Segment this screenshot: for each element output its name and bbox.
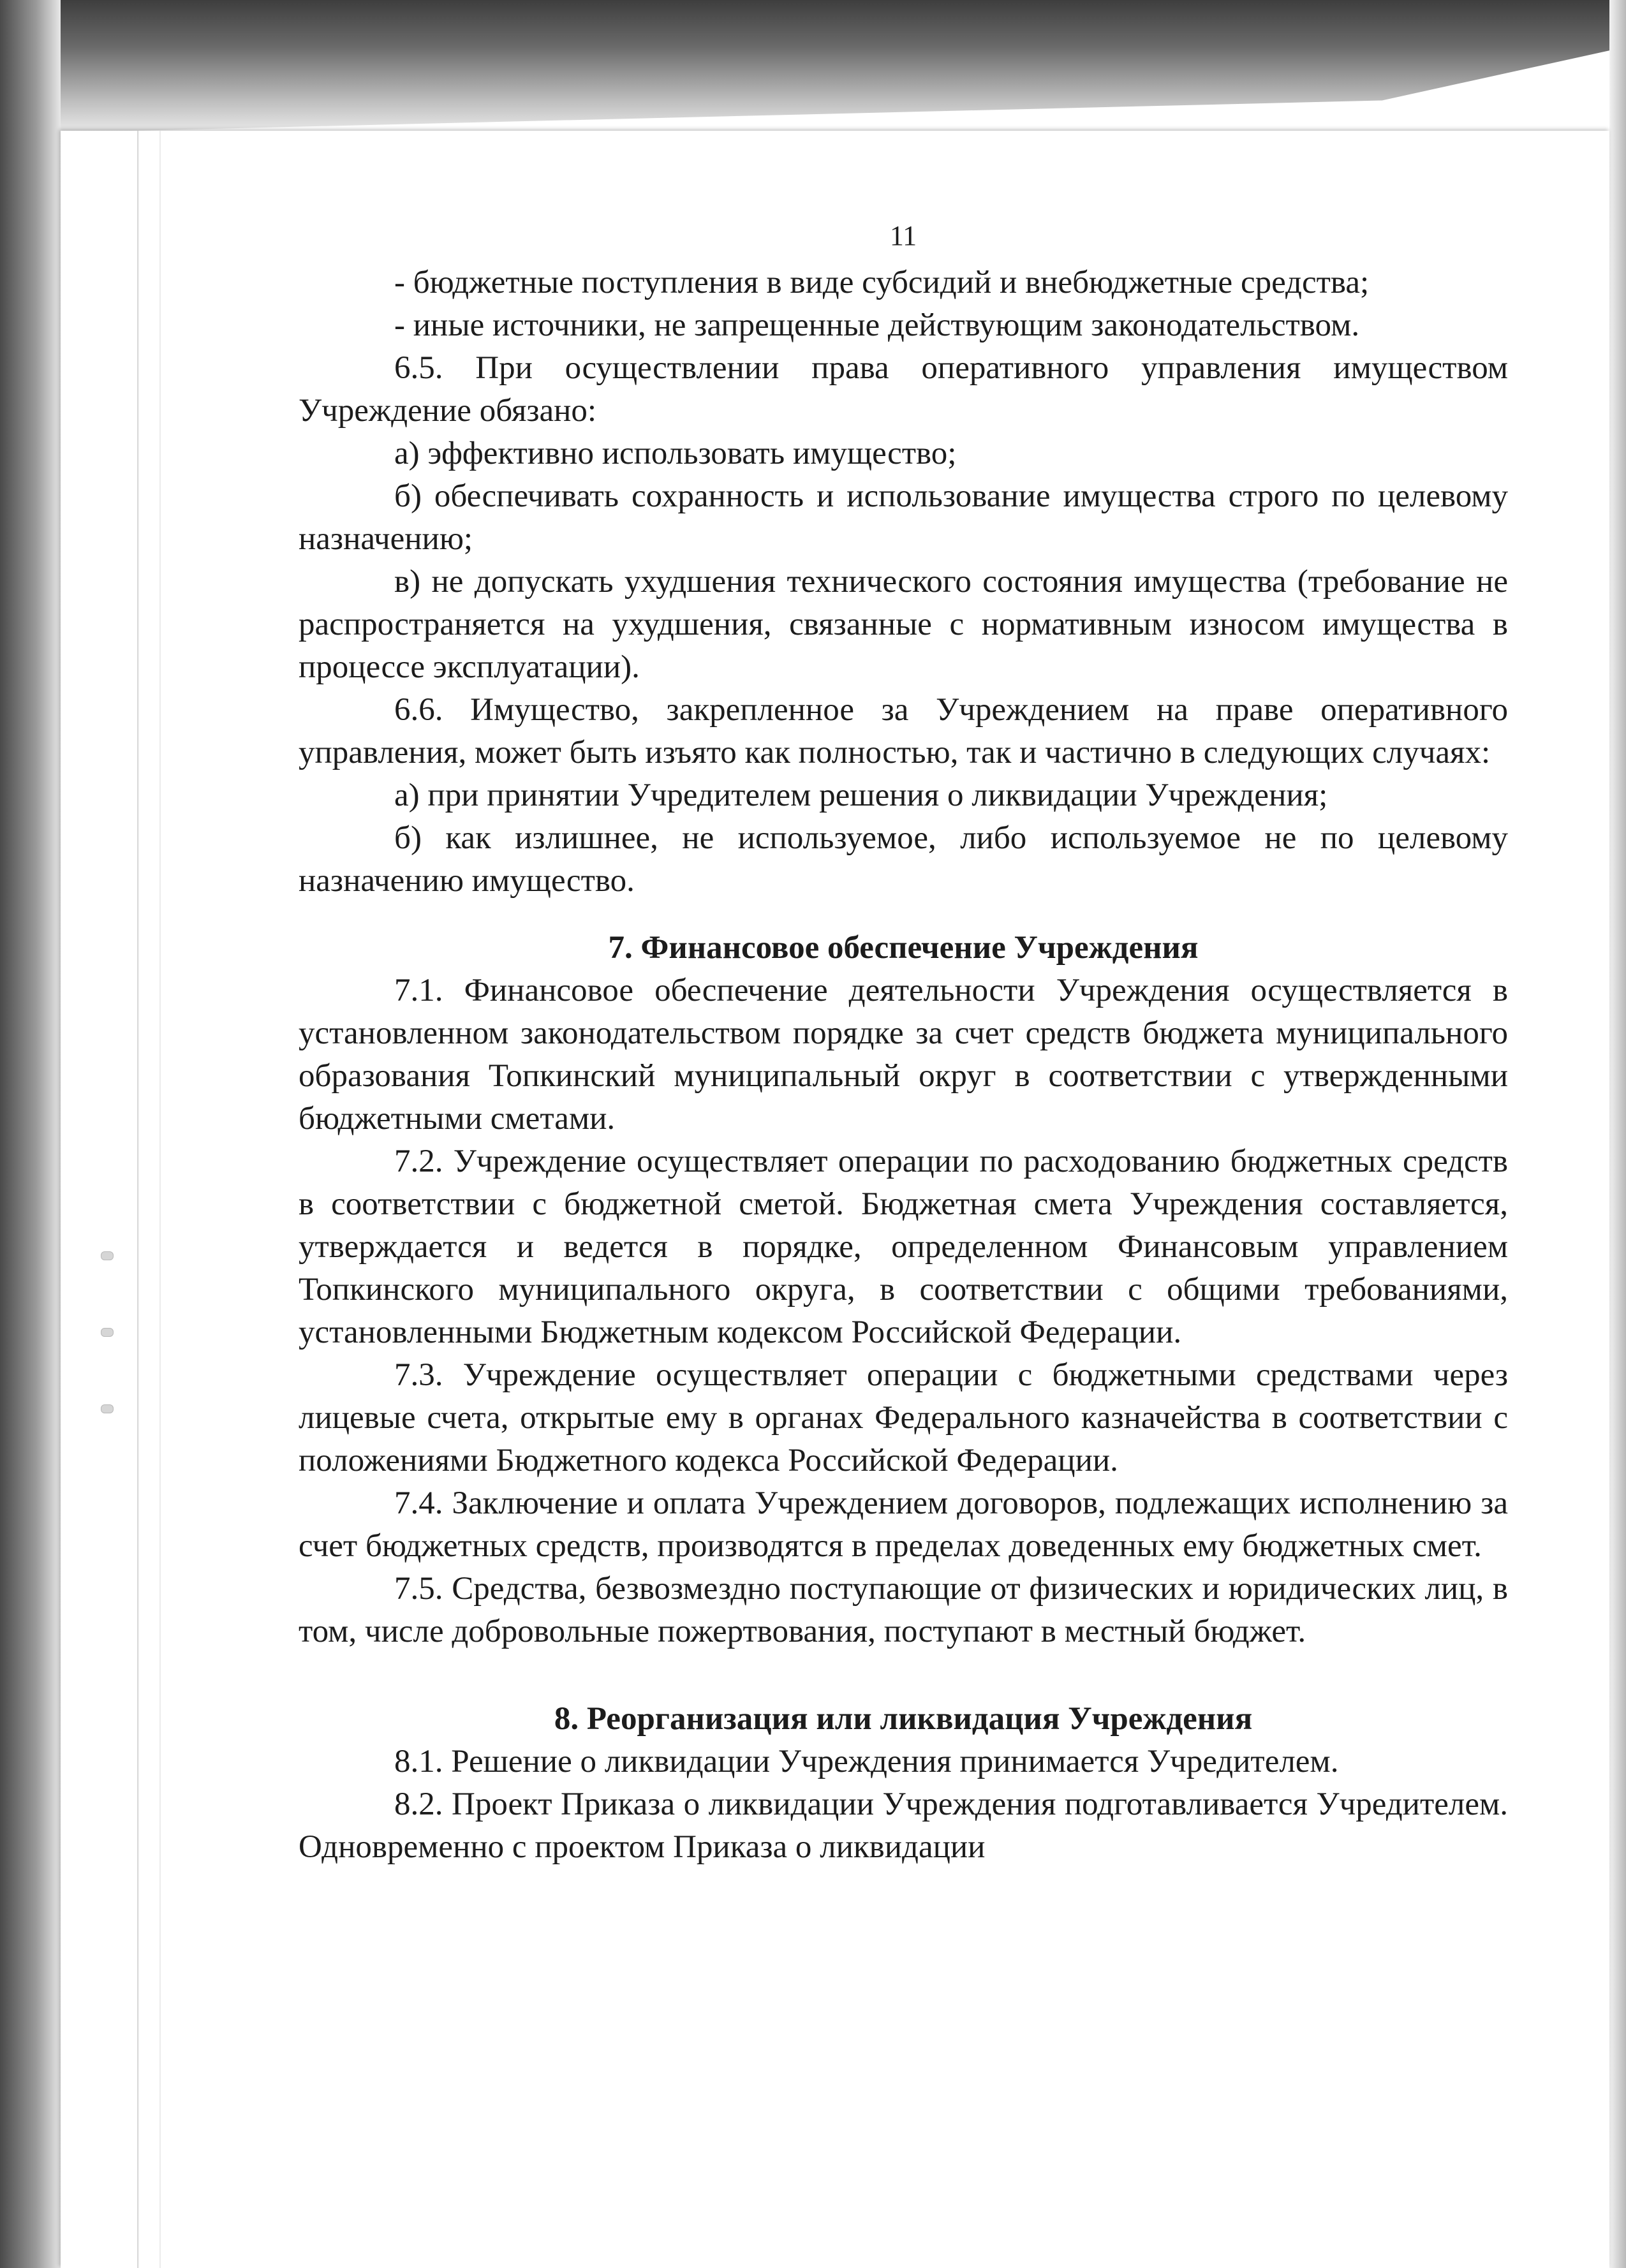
scanner-background-right <box>1609 0 1626 2268</box>
paragraph: 8.2. Проект Приказа о ликвидации Учреждения подготавливается Учредителем. Одновременно с проектом Приказа о ликвидации <box>299 1786 1508 1865</box>
paragraph: 7.1. Финансовое обеспечение деятельности Учреждения осуществляется в установленном законодательством порядке за счет средств бюджета муниципального образования Топкинский муниципальный округ в соответствии с утвержденными бюджетными сметами. <box>299 973 1508 1137</box>
section-heading: 7. Финансовое обеспечение Учреждения <box>608 930 1199 966</box>
paragraph: 8.1. Решение о ликвидации Учреждения принимается Учредителем. <box>394 1744 1339 1779</box>
section-heading: 8. Реорганизация или ликвидация Учреждения <box>554 1701 1253 1737</box>
paragraph: б) как излишнее, не используемое, либо используемое не по целевому назначению имущество. <box>299 820 1508 899</box>
paragraph: - бюджетные поступления в виде субсидий и внебюджетные средства; <box>394 265 1370 300</box>
scanner-background-left <box>0 0 61 2268</box>
paragraph: 6.5. При осуществлении права оперативного управления имуществом Учреждение обязано: <box>299 350 1508 429</box>
page-number: 11 <box>889 220 917 251</box>
binding-fold-inner <box>159 131 161 2268</box>
paragraph: - иные источники, не запрещенные действующим законодательством. <box>394 307 1360 343</box>
binding-hole <box>101 1251 114 1260</box>
paragraph: 7.3. Учреждение осуществляет операции с бюджетными средствами через лицевые счета, открытые ему в органах Федерального казначейства в соответствии с положениями Бюджетного кодекса Российской Федерации. <box>299 1357 1508 1478</box>
paragraph: 7.2. Учреждение осуществляет операции по расходованию бюджетных средств в соответствии с бюджетной сметой. Бюджетная смета Учреждения составляется, утверждается и ведется в порядке, определенном Финансовым управлением Топкинского муниципального округа, в соответствии с общими требованиями, установленными Бюджетным кодексом Российской Федерации. <box>299 1144 1508 1350</box>
binding-hole <box>101 1404 114 1413</box>
paragraph: в) не допускать ухудшения технического состояния имущества (требование не распространяется на ухудшения, связанные с нормативным износом имущества в процессе эксплуатации). <box>299 564 1508 685</box>
document-body <box>299 217 1508 1869</box>
paragraph: 7.4. Заключение и оплата Учреждением договоров, подлежащих исполнению за счет бюджетных средств, производятся в пределах доведенных ему бюджетных смет. <box>299 1485 1508 1564</box>
paragraph: б) обеспечивать сохранность и использование имущества строго по целевому назначению; <box>299 478 1508 557</box>
scanner-background-top <box>0 0 1626 134</box>
binding-fold <box>137 131 139 2268</box>
paragraph: а) при принятии Учредителем решения о ликвидации Учреждения; <box>394 777 1328 813</box>
binding-hole <box>101 1328 114 1337</box>
paragraph: а) эффективно использовать имущество; <box>394 436 957 471</box>
paragraph: 6.6. Имущество, закрепленное за Учреждением на праве оперативного управления, может быть изъято как полностью, так и частично в следующих случаях: <box>299 692 1508 770</box>
paragraph: 7.5. Средства, безвозмездно поступающие от физических и юридических лиц, в том, числе добровольные пожертвования, поступают в местный бюджет. <box>299 1571 1508 1649</box>
